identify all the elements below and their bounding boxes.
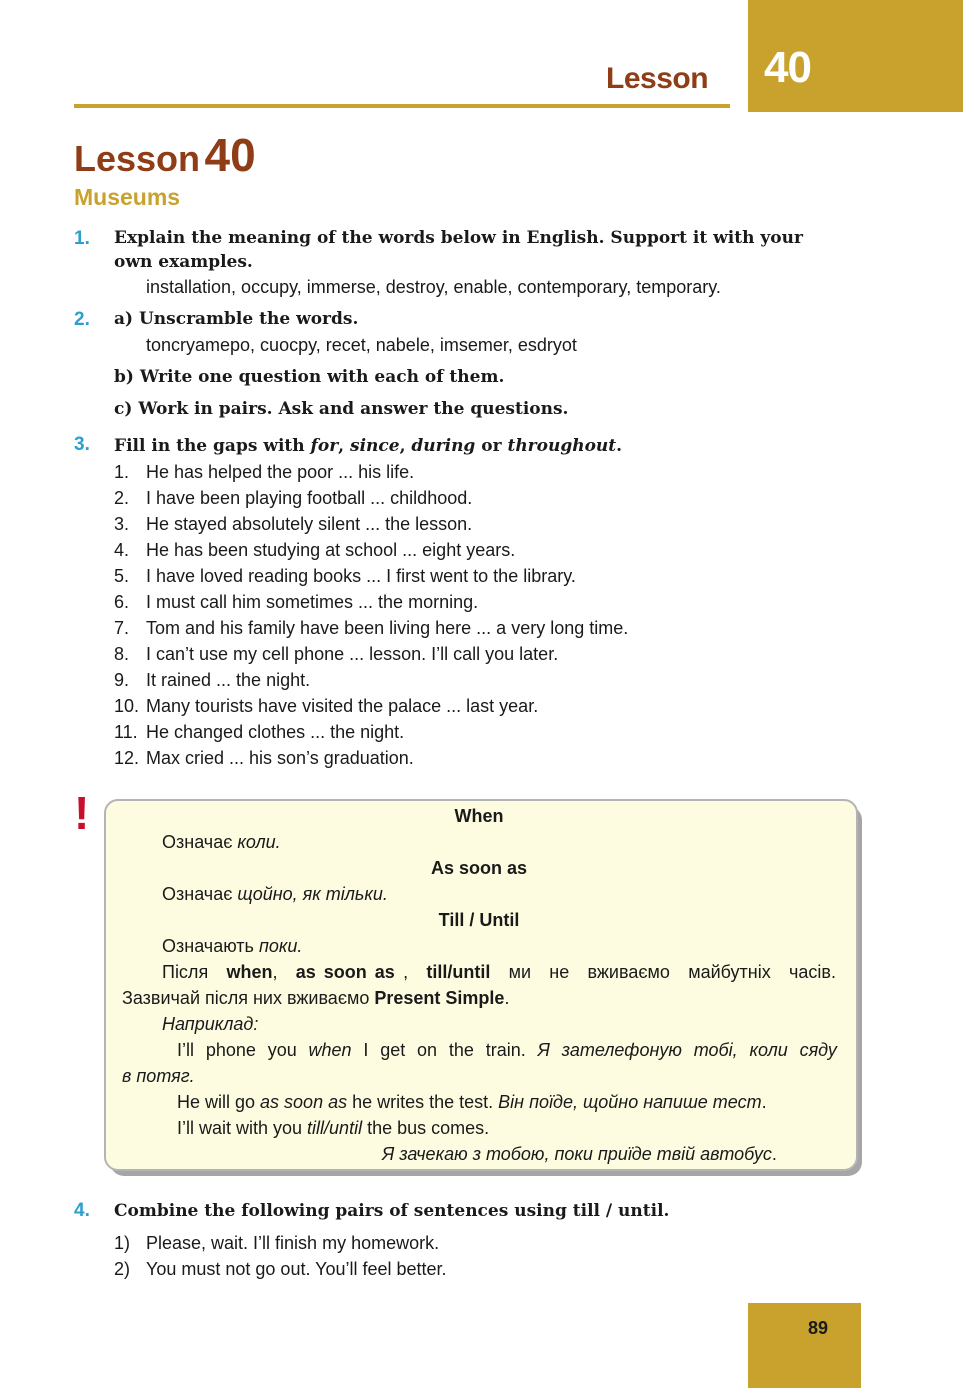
list-item [114, 617, 628, 639]
item-number: 8. [114, 644, 130, 664]
example-word: get [380, 1040, 406, 1060]
example-word: I’ll [177, 1040, 194, 1060]
example-keyword: as soon as [260, 1092, 348, 1112]
header-rule [74, 104, 730, 108]
exclamation-icon: ! [74, 787, 90, 839]
list-item [114, 747, 414, 769]
meaning-label: Означає [162, 884, 238, 904]
separator: or [475, 436, 508, 456]
item-text: He has been studying at school ... eight years. [146, 540, 516, 560]
word-throughout: throughout [507, 436, 617, 456]
list-item [114, 591, 478, 613]
note-heading-till-until: Till / Until [438, 910, 520, 930]
item-text: I have loved reading books ... I first went to the library. [146, 566, 576, 586]
item-number: 11. [114, 722, 138, 742]
note-example3-translation [382, 1143, 777, 1165]
item-text: He has helped the poor ... his life. [146, 462, 415, 482]
task2-c-instruction: c) Work in pairs. Ask and answer the questions. [114, 399, 569, 419]
task4-number: 4. [74, 1200, 90, 1221]
task1-number: 1. [74, 228, 90, 249]
note-asap-meaning [162, 883, 388, 905]
item-number: 2) [114, 1259, 131, 1279]
note-example2 [177, 1091, 767, 1113]
list-item [114, 539, 515, 561]
rule-word [226, 961, 277, 983]
header-lesson-number: 40 [764, 43, 811, 92]
list-item [114, 487, 472, 509]
rule-comma: , [403, 962, 409, 982]
item-text: He changed clothes ... the night. [146, 722, 405, 742]
example-translation: Він поїде, щойно напише тест [498, 1092, 762, 1112]
example-word: phone [205, 1040, 256, 1060]
task3-instruction-text: Fill in the gaps with [114, 436, 311, 456]
item-text: I can’t use my cell phone ... lesson. I’ll call you later. [146, 644, 559, 664]
example-text: I’ll wait with you [177, 1118, 308, 1138]
example-word: the [448, 1040, 474, 1060]
meaning-translation: коли. [237, 832, 281, 852]
item-text: He stayed absolutely silent ... the lesson. [146, 514, 473, 534]
example-word: I [363, 1040, 369, 1060]
header-lesson-word: Lesson [606, 62, 709, 95]
example-keyword: till/until [307, 1118, 363, 1138]
rule-word: ми [508, 962, 532, 982]
task3-instruction [114, 434, 874, 458]
example-translation-word: тобі, [693, 1040, 738, 1060]
list-item [114, 643, 558, 665]
rule-text: Зазвичай після них вживаємо [122, 988, 375, 1008]
example-translation-word: коли [749, 1040, 788, 1060]
example-keyword: when [308, 1040, 352, 1060]
example-translation-word: Я [537, 1040, 550, 1060]
task2-scrambled-words: toncryamepo, cuocpy, recet, nabele, imsemer, esdryot [146, 335, 577, 355]
item-number: 5. [114, 566, 130, 586]
item-text: You must not go out. You’ll feel better. [146, 1259, 447, 1279]
item-text: Please, wait. I’ll finish my homework. [146, 1233, 440, 1253]
rule-word: Після [162, 962, 209, 982]
task4-instruction: Combine the following pairs of sentences using till / until. [114, 1201, 670, 1221]
list-item [114, 513, 472, 535]
task1-instruction [114, 226, 874, 274]
example-word: train. [485, 1040, 526, 1060]
example-text: He will go [177, 1092, 261, 1112]
rule-text: . [504, 988, 510, 1008]
item-number: 4. [114, 540, 130, 560]
word-for: for [310, 436, 339, 456]
rule-keyword: till/until [426, 962, 491, 982]
note-rule-line1 [162, 961, 836, 983]
example-label-text: Наприклад: [162, 1014, 259, 1034]
task2-number: 2. [74, 309, 90, 330]
task1-instruction-line2: own examples. [114, 252, 253, 272]
example-text: he writes the test. [347, 1092, 499, 1112]
task2-a-instruction: a) Unscramble the words. [114, 309, 359, 329]
note-when-meaning [162, 831, 281, 853]
note-example1-line1 [177, 1039, 837, 1061]
word-during: during [411, 436, 476, 456]
item-number: 6. [114, 592, 130, 612]
task1-word-list: installation, occupy, immerse, destroy, enable, contemporary, temporary. [146, 277, 721, 297]
item-text: Tom and his family have been living here ... a very long time. [146, 618, 629, 638]
rule-word: вживаємо [587, 962, 670, 982]
task3-number: 3. [74, 434, 90, 455]
example-translation-word: сяду [799, 1040, 837, 1060]
note-till-meaning [162, 935, 302, 957]
item-number: 3. [114, 514, 130, 534]
page-subtitle: Museums [74, 184, 181, 210]
list-item [114, 461, 414, 483]
item-number: 7. [114, 618, 130, 638]
example-word: you [267, 1040, 297, 1060]
title-number: 40 [204, 129, 256, 181]
page-title [74, 128, 256, 182]
list-item [114, 695, 538, 717]
meaning-translation: поки. [258, 936, 303, 956]
separator: , [338, 436, 350, 456]
example-text: . [771, 1144, 777, 1164]
list-item [114, 1232, 439, 1254]
grammar-note-box [104, 799, 858, 1171]
note-rule-line2 [122, 987, 509, 1009]
item-text: It rained ... the night. [146, 670, 311, 690]
rule-word: часів. [789, 962, 836, 982]
separator: , [399, 436, 412, 456]
item-number: 1. [114, 462, 130, 482]
note-heading-when: When [454, 806, 504, 826]
rule-keyword: when [226, 962, 273, 982]
example-translation: в потяг. [122, 1066, 195, 1086]
item-text: I have been playing football ... childhood. [146, 488, 473, 508]
note-example-label [162, 1013, 258, 1035]
meaning-label: Означають [162, 936, 259, 956]
example-text: the bus comes. [362, 1118, 490, 1138]
list-item [114, 669, 310, 691]
item-number: 1) [114, 1233, 131, 1253]
item-number: 9. [114, 670, 130, 690]
meaning-translation: щойно, як тільки. [237, 884, 388, 904]
rule-keyword: as soon as [295, 962, 395, 982]
note-heading-as-soon-as: As soon as [430, 858, 528, 878]
page-number: 89 [807, 1318, 829, 1338]
example-word: on [417, 1040, 438, 1060]
task2-b-instruction: b) Write one question with each of them. [114, 367, 505, 387]
rule-keyword: Present Simple [374, 988, 505, 1008]
example-translation-word: зателефоную [561, 1040, 682, 1060]
title-word: Lesson [74, 138, 201, 179]
list-item [114, 1258, 447, 1280]
meaning-label: Означає [162, 832, 238, 852]
rule-comma: , [272, 962, 278, 982]
note-example3 [177, 1117, 489, 1139]
rule-word: не [549, 962, 570, 982]
item-text: Many tourists have visited the palace ... last year. [146, 696, 539, 716]
item-text: Max cried ... his son’s graduation. [146, 748, 414, 768]
rule-word: майбутніх [688, 962, 771, 982]
item-number: 2. [114, 488, 130, 508]
separator: . [616, 436, 623, 456]
item-text: I must call him sometimes ... the morning. [146, 592, 479, 612]
list-item [114, 565, 576, 587]
item-number: 12. [114, 748, 140, 768]
list-item [114, 721, 404, 743]
example-text: . [761, 1092, 767, 1112]
example-translation: Я зачекаю з тобою, поки приїде твій автобус [382, 1144, 772, 1164]
note-example1-line2 [122, 1065, 195, 1087]
page-number-tab [748, 1303, 861, 1388]
word-since: since [350, 436, 400, 456]
task1-instruction-line1: Explain the meaning of the words below in English. Support it with your [114, 228, 803, 248]
item-number: 10. [114, 696, 140, 716]
